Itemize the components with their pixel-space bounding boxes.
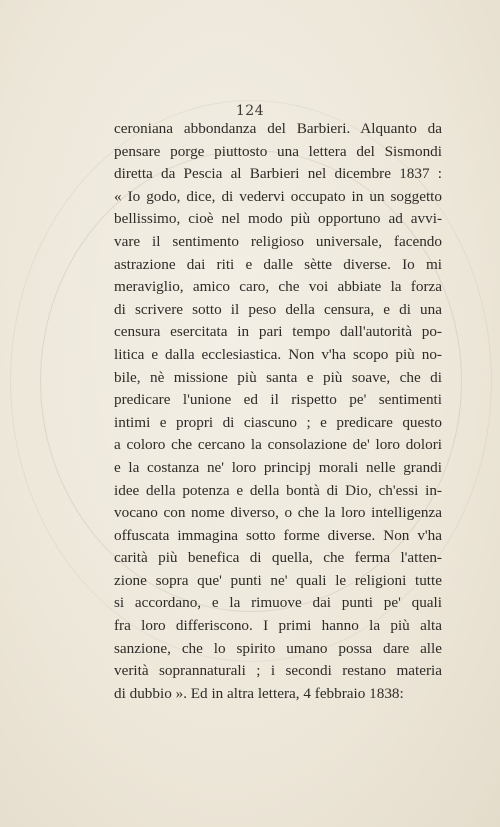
text-line: fra loro differiscono. I primi hanno la più alta [114,617,442,635]
page-number: 124 [235,103,265,119]
text-line: di scrivere sotto il peso della censura, e di una [114,300,442,318]
text-line: idee della potenza e della bontà di Dio, ch'essi in- [114,481,442,499]
text-line: carità più benefica di quella, che ferma l'atten- [114,549,442,567]
text-line: bellissimo, cioè nel modo più opportuno ad avvi- [114,210,442,228]
text-line: sanzione, che lo spirito umano possa dare alle [114,639,442,657]
text-line: intimi e propri di ciascuno ; e predicare questo [114,413,442,431]
text-line: offuscata immagina sotto forme diverse. Non v'ha [114,526,442,544]
text-line: bile, nè missione più santa e più soave, che di [114,368,442,386]
body-text [114,118,442,705]
text-line: ceroniana abbondanza del Barbieri. Alquanto da [114,120,442,137]
text-line: vocano con nome diverso, o che la loro intelligenza [114,504,442,522]
text-line: vare il sentimento religioso universale, facendo [114,232,442,250]
text-line: si accordano, e la rimuove dai punti pe' quali [114,594,442,612]
text-line: predicare l'unione ed il rispetto pe' sentimenti [114,391,442,409]
text-line: pensare porge piuttosto una lettera del Sismondi [114,142,442,160]
text-line: censura esercitata in pari tempo dall'autorità po- [114,323,442,341]
text-line: e la costanza ne' loro principj morali nelle grandi [114,458,442,476]
text-line: litica e dalla ecclesiastica. Non v'ha scopo più no- [114,345,442,363]
text-line: verità soprannaturali ; i secondi restano materia [114,662,442,680]
text-line: meraviglio, amico caro, che voi abbiate la forza [114,278,442,296]
text-line: zione sopra que' punti ne' quali le religioni tutte [114,571,442,589]
text-line: diretta da Pescia al Barbieri nel dicembre 1837 : [114,165,442,183]
text-line: « Io godo, dice, di vedervi occupato in un soggetto [114,187,442,205]
text-line: astrazione dai riti e dalle sètte diverse. Io mi [114,255,442,273]
text-line: a coloro che cercano la consolazione de' loro dolori [114,436,442,454]
text-line: di dubbio ». Ed in altra lettera, 4 febbraio 1838: [114,684,404,702]
